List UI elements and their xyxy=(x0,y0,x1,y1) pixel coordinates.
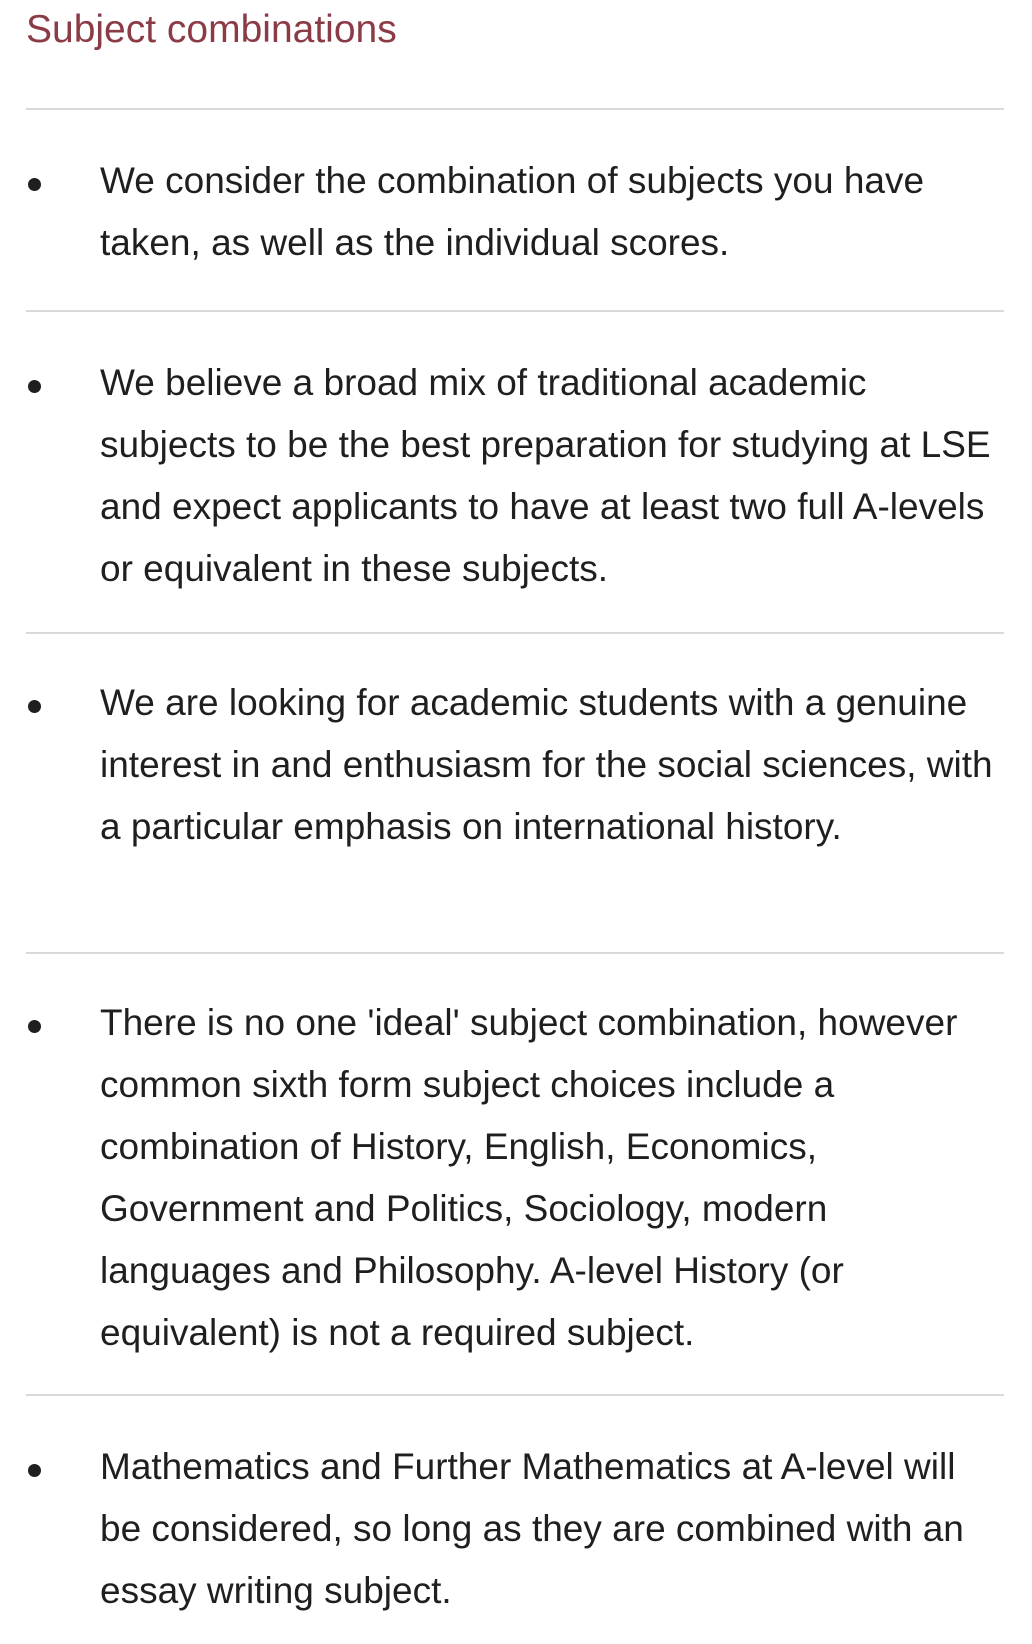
bullet-icon xyxy=(28,1464,41,1477)
divider xyxy=(26,952,1004,954)
bullet-icon xyxy=(28,380,41,393)
list-item-text: We consider the combination of subjects you have taken, as well as the individual scores. xyxy=(100,160,925,263)
list-item-text: We believe a broad mix of traditional academic subjects to be the best preparation for studying at LSE and expect applicants to have at least two full A-levels or equivalent in these subjects. xyxy=(100,362,991,589)
bullet-icon xyxy=(28,700,41,713)
divider xyxy=(26,632,1004,634)
bullet-icon xyxy=(28,1020,41,1033)
divider xyxy=(26,108,1004,110)
divider xyxy=(26,1394,1004,1396)
divider xyxy=(26,310,1004,312)
bullet-icon xyxy=(28,178,41,191)
list-item-text: Mathematics and Further Mathematics at A-level will be considered, so long as they are combined with an essay writing subject. xyxy=(100,1446,964,1611)
section-heading: Subject combinations xyxy=(26,8,397,51)
list-item-text: We are looking for academic students with a genuine interest in and enthusiasm for the social sciences, with a particular emphasis on international history. xyxy=(100,682,993,847)
list-item-text: There is no one 'ideal' subject combination, however common sixth form subject choices include a combination of History, English, Economics, Government and Politics, Sociology, modern languages and Philosophy. A-level History (or equivalent) is not a required subject. xyxy=(100,1002,958,1353)
